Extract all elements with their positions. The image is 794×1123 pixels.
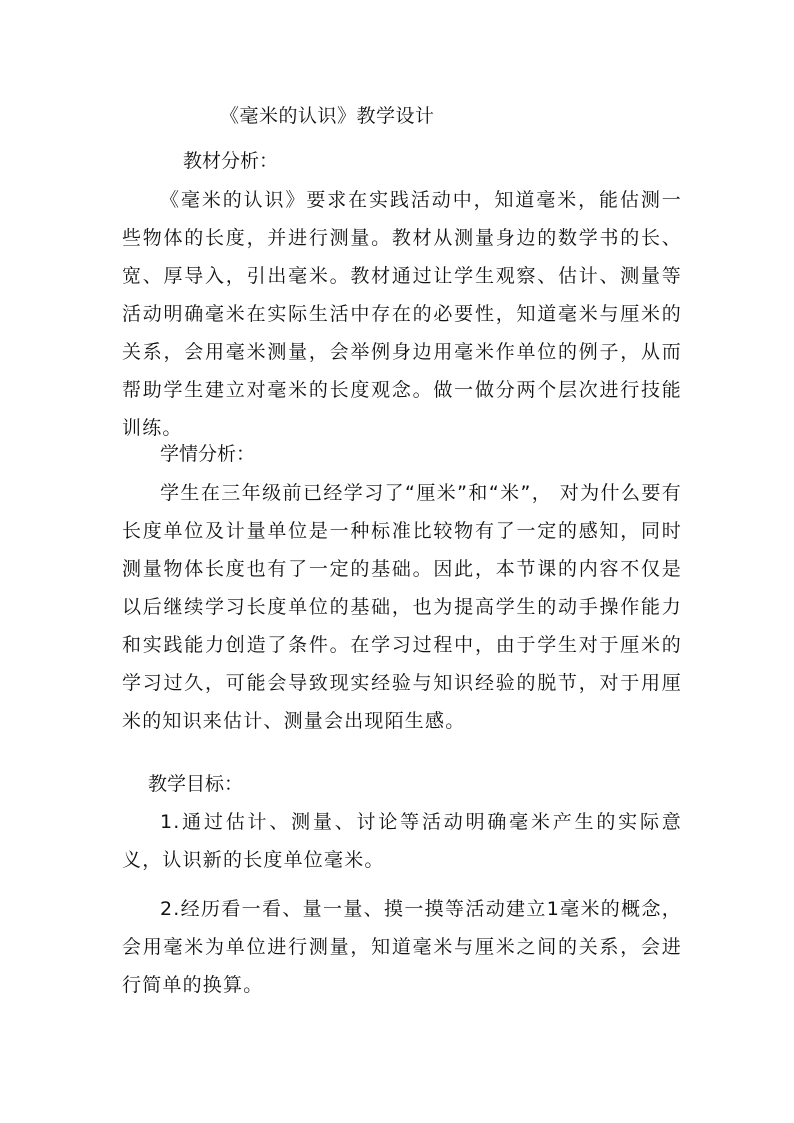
paragraph-goal-1: 1.通过估计、测量、讨论等活动明确毫米产生的实际意义，认识新的长度单位毫米。 — [122, 811, 682, 871]
section-heading-teaching-goals: 教学目标： — [148, 773, 244, 795]
paragraph-textbook-analysis: 《毫米的认识》要求在实践活动中，知道毫米，能估测一些物体的长度，并进行测量。教材从测量身边的数学书的长、宽、厚导入，引出毫米。教材通过让学生观察、估计、测量等活动明确毫米在实际生活中存在的必要性，知道毫米与厘米的关系，会用毫米测量，会举例身边用毫米作单位的例子，从而帮助学生建立对毫米的长度观念。做一做分两个层次进行技能训练。 — [122, 189, 682, 439]
section-heading-student-analysis: 学情分析： — [160, 443, 256, 465]
document-title: 《毫米的认识》教学设计 — [220, 105, 435, 127]
paragraph-goal-2: 2.经历看一看、量一量、摸一摸等活动建立1毫米的概念，会用毫米为单位进行测量，知道毫米与厘米之间的关系，会进行简单的换算。 — [122, 898, 682, 996]
paragraph-student-analysis: 学生在三年级前已经学习了“厘米”和“米”， 对为什么要有长度单位及计量单位是一种标准比较物有了一定的感知，同时测量物体长度也有了一定的基础。因此，本节课的内容不仅是以后继续学习长度单位的基础，也为提高学生的动手操作能力和实践能力创造了条件。在学习过程中，由于学生对于厘米的学习过久，可能会导致现实经验与知识经验的脱节，对于用厘米的知识来估计、测量会出现陌生感。 — [122, 482, 682, 732]
section-heading-textbook-analysis: 教材分析： — [183, 150, 279, 172]
